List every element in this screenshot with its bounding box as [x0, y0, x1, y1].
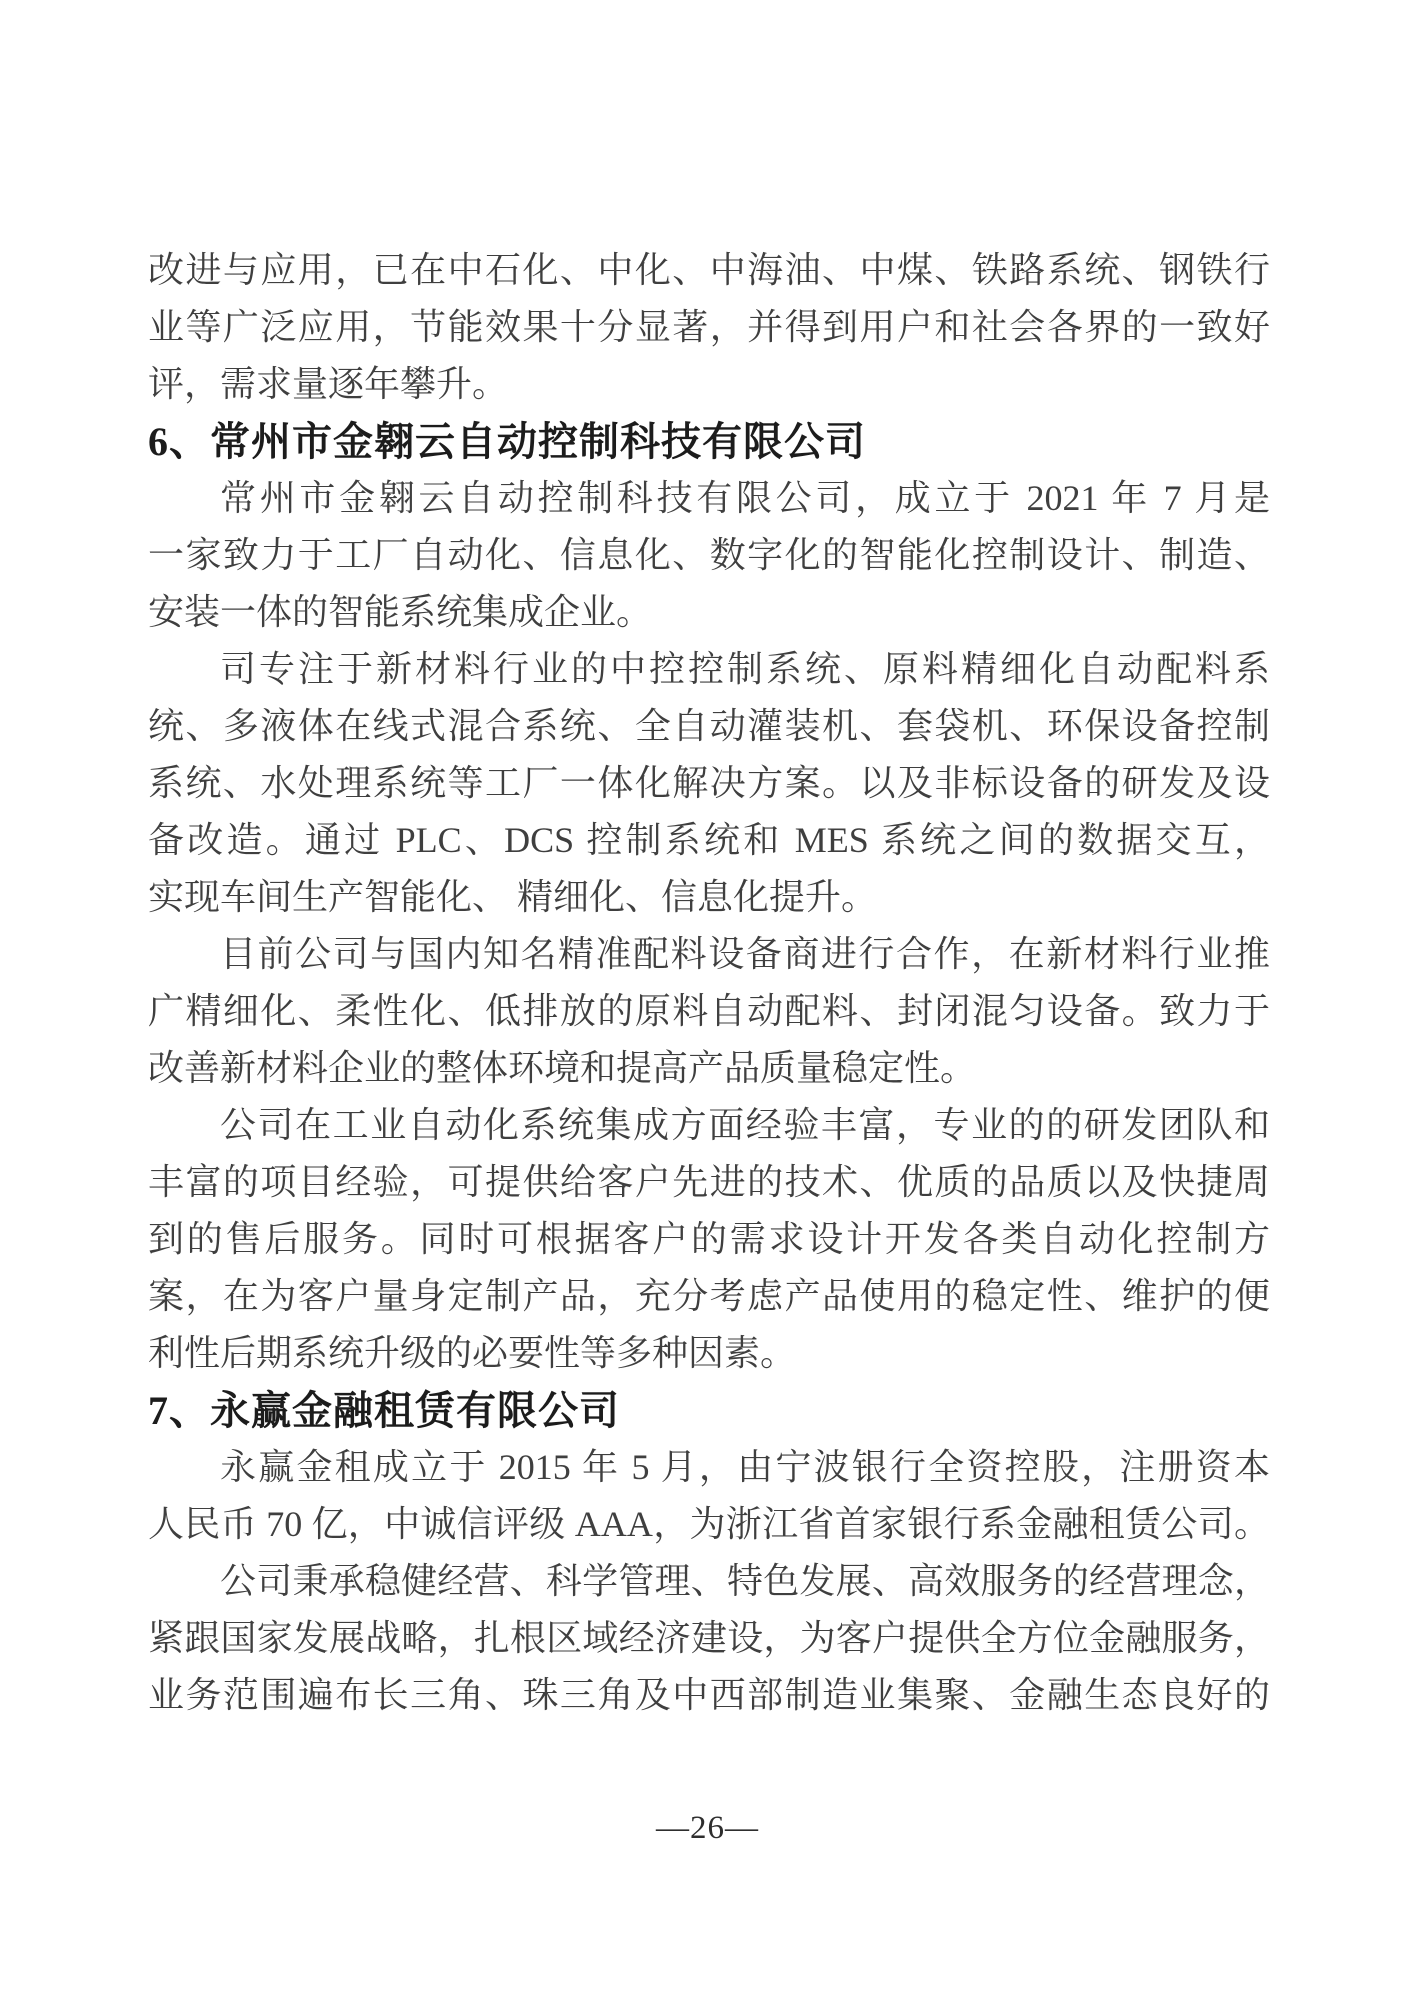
paragraph-first-line: 公司秉承稳健经营、科学管理、特色发展、高效服务的经营理念，	[220, 1561, 1270, 1601]
text-line: 系统、水处理系统等工厂一体化解决方案。以及非标设备的研发及设	[148, 763, 1270, 803]
paragraph-first-line: 常州市金翱云自动控制科技有限公司，成立于 2021 年 7 月是	[220, 478, 1270, 518]
text-line: 一家致力于工厂自动化、信息化、数字化的智能化控制设计、制造、	[148, 535, 1270, 575]
text-line: 实现车间生产智能化、 精细化、信息化提升。	[148, 877, 878, 917]
text-block	[148, 242, 1270, 1724]
text-line: 备改造。通过 PLC、DCS 控制系统和 MES 系统之间的数据交互，	[148, 820, 1270, 860]
text-line: 紧跟国家发展战略，扎根区域经济建设，为客户提供全方位金融服务，	[148, 1618, 1270, 1658]
paragraph-first-line: 永赢金租成立于 2015 年 5 月，由宁波银行全资控股，注册资本	[220, 1447, 1270, 1487]
text-line: 利性后期系统升级的必要性等多种因素。	[148, 1333, 797, 1373]
paragraph-first-line: 司专注于新材料行业的中控控制系统、原料精细化自动配料系	[220, 649, 1270, 689]
text-line: 业务范围遍布长三角、珠三角及中西部制造业集聚、金融生态良好的	[148, 1675, 1270, 1715]
section-6-heading: 6、常州市金翱云自动控制科技有限公司	[148, 419, 866, 464]
text-line: 改善新材料企业的整体环境和提高产品质量稳定性。	[148, 1048, 977, 1088]
text-line: 案，在为客户量身定制产品，充分考虑产品使用的稳定性、维护的便	[148, 1276, 1270, 1316]
text-line: 到的售后服务。同时可根据客户的需求设计开发各类自动化控制方	[148, 1219, 1270, 1259]
text-line: 统、多液体在线式混合系统、全自动灌装机、套袋机、环保设备控制	[148, 706, 1270, 746]
text-line: 安装一体的智能系统集成企业。	[148, 592, 653, 632]
text-line: 业等广泛应用，节能效果十分显著，并得到用户和社会各界的一致好	[148, 307, 1270, 347]
text-line: 广精细化、柔性化、低排放的原料自动配料、封闭混匀设备。致力于	[148, 991, 1270, 1031]
section-7-heading: 7、永赢金融租赁有限公司	[148, 1388, 620, 1433]
text-line: 评，需求量逐年攀升。	[148, 364, 509, 404]
text-line: 丰富的项目经验，可提供给客户先进的技术、优质的品质以及快捷周	[148, 1162, 1270, 1202]
page-number: —26—	[656, 1810, 759, 1846]
text-line: 人民币 70 亿，中诚信评级 AAA，为浙江省首家银行系金融租赁公司。	[148, 1504, 1270, 1544]
text-line: 改进与应用，已在中石化、中化、中海油、中煤、铁路系统、钢铁行	[148, 250, 1270, 290]
paragraph-first-line: 公司在工业自动化系统集成方面经验丰富，专业的的研发团队和	[220, 1105, 1270, 1145]
paragraph-first-line: 目前公司与国内知名精准配料设备商进行合作，在新材料行业推	[220, 934, 1270, 974]
